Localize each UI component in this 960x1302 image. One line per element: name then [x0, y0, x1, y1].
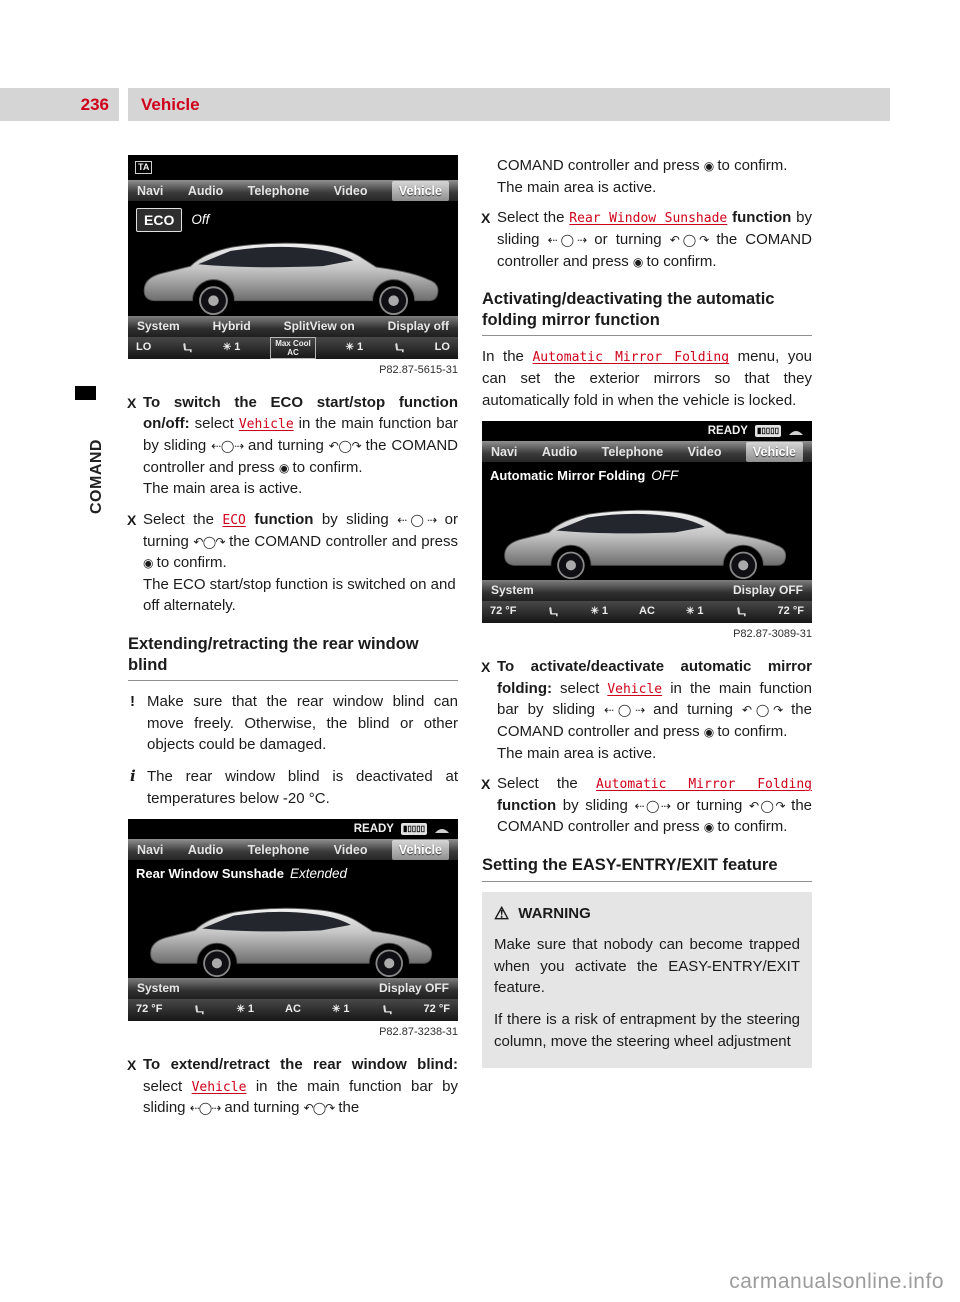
step-text: the COMAND controller and press [497, 701, 812, 740]
instruction-step [128, 509, 458, 617]
tab-navi: Navi [137, 842, 164, 857]
step-text: by sliding [497, 209, 812, 248]
section-tab-label: COMAND [88, 439, 105, 514]
seat-climate-right [393, 342, 405, 354]
car-side-view-image [134, 890, 452, 978]
driver-temp: 72 °F [136, 1003, 163, 1016]
page-number: 236 [0, 88, 119, 121]
instruction-continuation [482, 155, 812, 198]
ac-label: AC [285, 1003, 301, 1016]
fan-level-right [332, 1002, 350, 1018]
sub-function-bar [482, 580, 812, 601]
fan-level-left [223, 340, 241, 356]
fan-level-value: 1 [697, 605, 704, 618]
menu-display-off: Display OFF [378, 981, 449, 996]
climate-bar [128, 999, 458, 1021]
step-text-bold: function [727, 209, 792, 227]
turn-controller-icon: ↶◯↷ [669, 232, 709, 247]
ready-status: READY [707, 424, 748, 437]
turn-controller-icon: ↶◯↷ [193, 534, 225, 549]
vehicle-roof-icon [788, 427, 804, 436]
step-text: and turning [644, 701, 742, 719]
menu-ref-sunshade: Rear Window Sunshade [569, 211, 728, 227]
tab-vehicle: Vehicle [392, 840, 449, 860]
step-result-text: The ECO start/stop function is switched on and off alternately. [143, 575, 456, 615]
turn-controller-icon: ↶◯↷ [303, 1101, 335, 1116]
info-icon: i [130, 767, 136, 786]
attention-note [128, 691, 458, 756]
screen-status-row [128, 819, 458, 839]
step-text-bold: function [245, 510, 314, 528]
slide-controller-icon: ⇠◯⇢ [603, 703, 645, 718]
tab-telephone: Telephone [247, 842, 310, 857]
main-function-bar [482, 441, 812, 462]
sub-function-bar [128, 978, 458, 999]
function-name: Rear Window Sunshade [136, 866, 284, 882]
step-result-text: The main area is active. [497, 178, 657, 196]
seat-icon [547, 606, 559, 618]
fan-level-value: 1 [247, 1003, 254, 1016]
ac-label: AC [639, 605, 655, 618]
eco-button: ECO [136, 208, 182, 232]
step-text: in the main function bar by sliding [497, 679, 812, 719]
seat-icon [193, 1004, 205, 1016]
step-text: Select the [497, 209, 570, 227]
section-tab-marker [75, 386, 96, 400]
figure-caption: P82.87-3238-31 [379, 1026, 458, 1039]
step-text: select [189, 415, 239, 433]
screen-status-row [482, 421, 812, 441]
step-arrow-icon: X [481, 776, 491, 793]
step-text: select [551, 679, 608, 697]
body-text: In the [482, 348, 533, 366]
driver-temp: LO [136, 341, 152, 354]
turn-controller-icon: ↶◯↷ [741, 703, 783, 718]
slide-controller-icon: ⇠◯⇢ [634, 798, 670, 813]
step-text: or turning [669, 796, 750, 814]
step-text: COMAND controller and press [497, 157, 704, 174]
step-arrow-icon: X [127, 511, 137, 528]
car-side-view-image [488, 492, 806, 580]
menu-display-off: Display OFF [732, 583, 803, 598]
tab-audio: Audio [187, 842, 224, 857]
seat-icon [181, 342, 193, 354]
tab-video: Video [687, 444, 722, 459]
tab-navi: Navi [491, 444, 518, 459]
fan-level-value: 1 [343, 1003, 350, 1016]
tab-audio: Audio [187, 183, 224, 198]
seat-icon [381, 1004, 393, 1016]
passenger-temp: 72 °F [423, 1003, 450, 1016]
step-text: the COMAND controller and press [497, 796, 813, 836]
step-text: to confirm. [713, 818, 788, 836]
function-label-row [482, 462, 812, 490]
menu-ref-vehicle: Vehicle [607, 681, 663, 697]
passenger-temp: 72 °F [777, 605, 804, 618]
intro-paragraph [482, 346, 812, 411]
comand-screenshot-sunshade [128, 819, 458, 1021]
step-text: or turning [586, 230, 670, 248]
max-cool-badge [270, 337, 316, 359]
step-arrow-icon: X [481, 659, 491, 676]
screen-main-area [128, 201, 458, 316]
car-side-view-image [134, 224, 452, 316]
press-controller-icon: ◉ [703, 820, 714, 835]
step-text: and turning [220, 1099, 304, 1117]
fan-icon: ✳ [222, 341, 232, 353]
step-text-bold: function [497, 796, 557, 814]
vehicle-roof-icon [434, 825, 450, 834]
section-heading: Activating/deactivating the automatic folding mirror function [482, 289, 812, 336]
fan-icon: ✳ [236, 1004, 245, 1016]
note-text: The rear window blind is deactivated at temperatures below -20 °C. [147, 768, 458, 807]
warning-text: Make sure that nobody can become trapped when you activate the EASY-ENTRY/EXIT feature. [494, 936, 800, 997]
fan-level-value: 1 [234, 341, 241, 354]
menu-ref-eco: ECO [222, 512, 246, 528]
comand-screenshot-eco [128, 155, 458, 359]
step-result-text: The main area is active. [497, 744, 657, 762]
traffic-announcement-icon: TA [135, 161, 152, 174]
slide-controller-icon: ⇠◯⇢ [397, 512, 437, 527]
step-text: Select the [497, 775, 597, 793]
turn-controller-icon: ↶◯↷ [328, 439, 361, 454]
step-text-bold: To activate/deactivate automatic mirror folding: [497, 658, 812, 697]
eco-state: Off [191, 212, 210, 228]
step-text: select [143, 1077, 192, 1095]
note-text: Make sure that the rear window blind can move freely. Otherwise, the blind or other objects could be damaged. [147, 693, 458, 754]
slide-controller-icon: ⇠◯⇢ [211, 439, 244, 454]
menu-system: System [491, 583, 534, 598]
climate-bar [128, 337, 458, 359]
seat-climate-right [735, 606, 747, 618]
left-column [128, 155, 458, 1128]
instruction-step [482, 207, 812, 272]
fan-level-left [236, 1002, 254, 1018]
slide-controller-icon: ⇠◯⇢ [189, 1101, 221, 1116]
fan-level-right [346, 340, 364, 356]
passenger-temp: LO [434, 341, 450, 354]
tab-telephone: Telephone [247, 183, 310, 198]
tab-telephone: Telephone [601, 444, 664, 459]
step-text: the [334, 1099, 360, 1117]
menu-ref-mirror-folding: Automatic Mirror Folding [532, 350, 730, 366]
right-column [482, 155, 812, 1128]
step-text: to confirm. [152, 554, 227, 572]
section-heading: Extending/retracting the rear window blind [128, 634, 458, 681]
step-text: in the main function bar by sliding [143, 415, 458, 455]
step-text: to confirm. [642, 252, 717, 270]
sub-function-bar [128, 316, 458, 337]
warning-triangle-icon: ⚠ [494, 903, 510, 923]
press-controller-icon: ◉ [632, 254, 643, 269]
screen-main-area [482, 462, 812, 580]
max-cool-label: Max Cool [275, 339, 311, 348]
menu-ref-vehicle: Vehicle [238, 417, 294, 433]
menu-display-off: Display off [387, 318, 449, 333]
slide-controller-icon: ⇠◯⇢ [547, 232, 587, 247]
body-text: menu, you can set the exterior mirrors so that they automatically fold in when the vehicle is locked. [482, 348, 813, 409]
step-text: to confirm. [713, 157, 788, 174]
section-heading: Setting the EASY-ENTRY/EXIT feature [482, 855, 812, 882]
step-text: by sliding [313, 510, 398, 528]
menu-splitview: SplitView on [283, 318, 355, 333]
fan-level-right [686, 604, 704, 620]
ac-label: AC [287, 348, 299, 357]
seat-icon [735, 606, 747, 618]
step-result-text: The main area is active. [143, 480, 303, 498]
fan-level-value: 1 [601, 605, 608, 618]
step-text: Select the [143, 510, 223, 528]
figure-caption: P82.87-5615-31 [379, 364, 458, 376]
seat-climate-right [381, 1004, 393, 1016]
step-text-bold: To extend/retract the rear window blind: [143, 1056, 458, 1074]
step-text: by sliding [556, 796, 635, 814]
turn-controller-icon: ↶◯↷ [749, 798, 785, 813]
function-name: Automatic Mirror Folding [490, 468, 646, 484]
warning-box [482, 892, 812, 1068]
attention-icon: ! [130, 693, 135, 711]
menu-ref-mirror-folding: Automatic Mirror Folding [596, 777, 812, 793]
step-text: to confirm. [288, 458, 363, 476]
climate-bar [482, 601, 812, 623]
step-text: the COMAND controller and press [497, 230, 812, 270]
fan-level-left [590, 604, 608, 620]
press-controller-icon: ◉ [278, 460, 289, 475]
charge-level-icon: ▮▯▯▯▯ [402, 824, 425, 834]
screen-main-area [128, 860, 458, 978]
tab-vehicle: Vehicle [392, 181, 449, 201]
press-controller-icon: ◉ [143, 556, 153, 571]
comand-screenshot-mirror-folding [482, 421, 812, 623]
figure-caption: P82.87-3089-31 [733, 628, 812, 641]
main-function-bar [128, 839, 458, 860]
function-state: OFF [651, 468, 679, 484]
step-text: the COMAND controller and press [224, 532, 458, 550]
charge-level-icon: ▮▯▯▯▯ [756, 426, 779, 436]
fan-icon: ✳ [685, 606, 695, 618]
watermark: carmanualsonline.info [729, 1270, 944, 1293]
seat-climate-left [181, 342, 193, 354]
fan-icon: ✳ [345, 341, 354, 353]
menu-system: System [137, 981, 180, 996]
tab-vehicle: Vehicle [746, 442, 803, 462]
main-function-bar [128, 180, 458, 201]
warning-text: If there is a risk of entrapment by the steering column, move the steering wheel adjustment [494, 1010, 800, 1050]
fan-icon: ✳ [331, 1004, 341, 1016]
step-text: in the main function bar by sliding [143, 1077, 458, 1117]
seat-climate-left [547, 606, 559, 618]
step-arrow-icon: X [127, 1057, 137, 1074]
step-text: to confirm. [713, 722, 788, 740]
instruction-step [482, 656, 812, 764]
seat-icon [393, 342, 405, 354]
press-controller-icon: ◉ [703, 159, 714, 173]
step-text: the COMAND controller and press [143, 437, 458, 476]
menu-hybrid: Hybrid [212, 318, 251, 333]
instruction-step [482, 773, 812, 838]
page-content [128, 155, 812, 1128]
tab-video: Video [333, 183, 368, 198]
screen-status-row [128, 155, 458, 180]
step-text: and turning [243, 437, 329, 455]
warning-label: WARNING [518, 905, 591, 923]
step-text: or turning [143, 510, 458, 550]
step-arrow-icon: X [127, 394, 137, 411]
press-controller-icon: ◉ [703, 724, 714, 739]
fan-icon: ✳ [590, 606, 599, 618]
seat-climate-left [193, 1004, 205, 1016]
menu-system: System [137, 318, 180, 333]
step-arrow-icon: X [481, 210, 491, 227]
menu-ref-vehicle: Vehicle [191, 1079, 247, 1095]
tab-video: Video [333, 842, 368, 857]
chapter-title: Vehicle [128, 88, 890, 121]
function-label-row [128, 860, 458, 888]
warning-header [494, 902, 800, 926]
instruction-step [128, 392, 458, 500]
instruction-step [128, 1054, 458, 1119]
tab-navi: Navi [137, 183, 164, 198]
fan-level-value: 1 [356, 341, 364, 354]
ready-status: READY [353, 822, 394, 835]
driver-temp: 72 °F [490, 605, 517, 618]
tab-audio: Audio [541, 444, 578, 459]
info-note [128, 766, 458, 809]
step-text-bold: To switch the ECO start/stop function on/off: [143, 393, 458, 433]
function-state: Extended [289, 866, 348, 882]
